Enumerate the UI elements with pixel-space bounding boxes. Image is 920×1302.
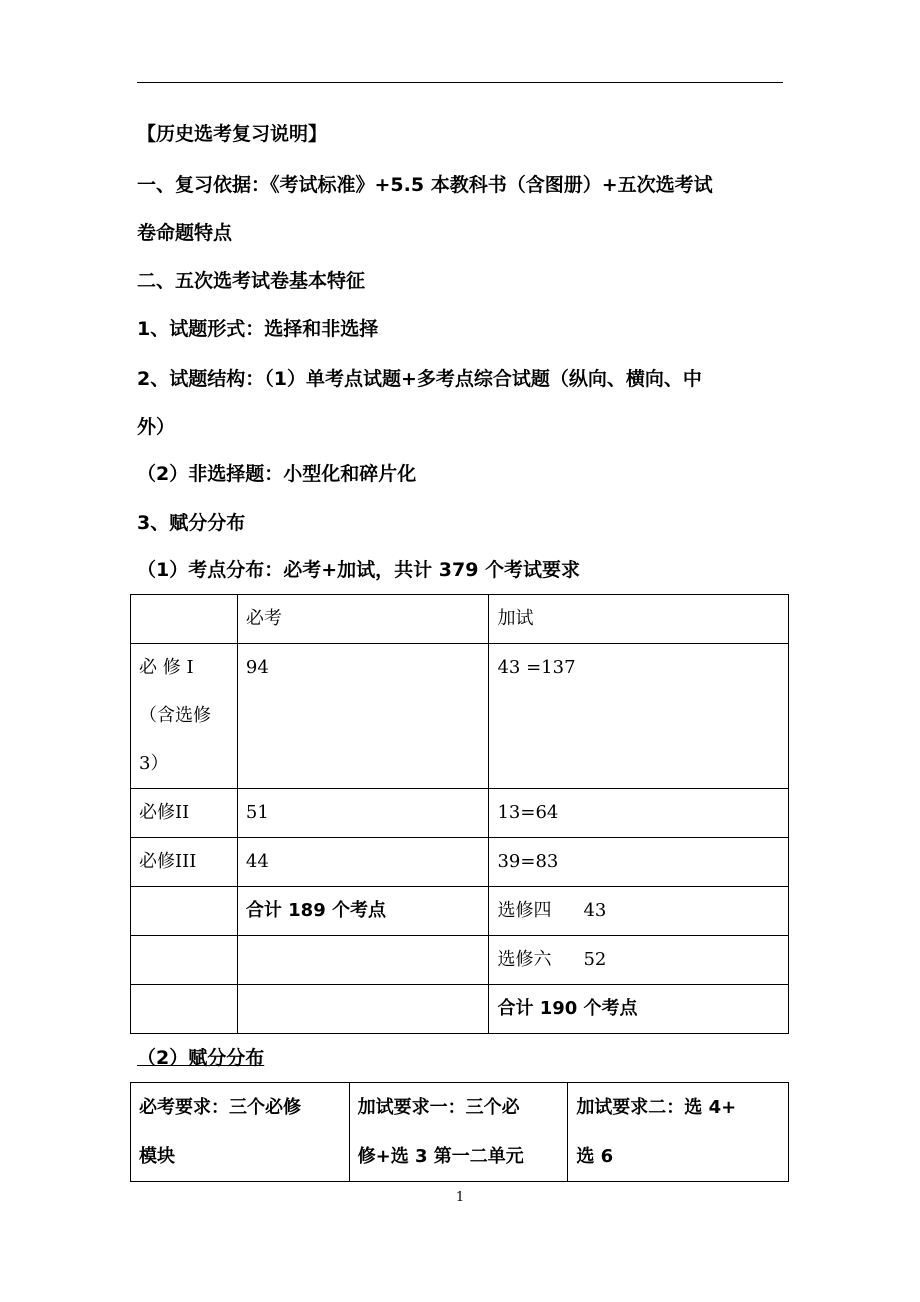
jiashi-total: 合计 190 个考点 bbox=[489, 985, 789, 1034]
item-2-line-1: 2、试题结构：（1）单考点试题+多考点综合试题（纵向、横向、中 bbox=[137, 368, 702, 390]
requirement-line: 修+选 3 第一二单元 bbox=[357, 1146, 524, 1167]
table-header-empty bbox=[131, 595, 238, 644]
table-row bbox=[131, 1083, 789, 1182]
bikao-total: 合计 189 个考点 bbox=[237, 887, 489, 936]
requirement-line: 选 6 bbox=[576, 1146, 614, 1167]
section-2-heading: 二、五次选考试卷基本特征 bbox=[137, 270, 366, 292]
jiashi-cell: 39=83 bbox=[489, 838, 789, 887]
row-label-line: 必 修 I bbox=[139, 657, 194, 678]
requirement-line: 必考要求：三个必修 bbox=[139, 1097, 301, 1118]
row-label-line: 3） bbox=[139, 753, 169, 774]
item-3-sub-1: （1）考点分布：必考+加试，共计 379 个考试要求 bbox=[137, 559, 581, 581]
elective-count: 52 bbox=[583, 949, 607, 970]
table-header-row bbox=[131, 595, 789, 644]
table-row bbox=[131, 985, 789, 1034]
table-row bbox=[131, 887, 789, 936]
requirement-cell bbox=[131, 1083, 350, 1182]
bikao-cell: 44 bbox=[237, 838, 489, 887]
table-header-jiashi: 加试 bbox=[489, 595, 789, 644]
table-row bbox=[131, 936, 789, 985]
item-1: 1、试题形式：选择和非选择 bbox=[137, 318, 379, 340]
exam-points-table bbox=[130, 594, 789, 1034]
item-2-sub: （2）非选择题：小型化和碎片化 bbox=[137, 463, 417, 485]
jiashi-cell: 13=64 bbox=[489, 789, 789, 838]
elective-name: 选修六 bbox=[497, 949, 552, 970]
requirement-line: 模块 bbox=[139, 1146, 175, 1167]
row-label bbox=[131, 644, 238, 789]
item-3-sub-2: （2）赋分分布 bbox=[137, 1047, 265, 1069]
header-rule bbox=[137, 82, 783, 83]
bikao-cell: 51 bbox=[237, 789, 489, 838]
elective-name: 选修四 bbox=[497, 900, 552, 921]
row-label-line: （含选修 bbox=[139, 705, 211, 726]
elective-cell bbox=[489, 887, 789, 936]
section-1-line-1: 一、复习依据：《考试标准》+5.5 本教科书（含图册）+五次选考试 bbox=[137, 174, 713, 196]
row-label bbox=[131, 887, 238, 936]
table-row bbox=[131, 838, 789, 887]
row-label: 必修II bbox=[131, 789, 238, 838]
scoring-table bbox=[130, 1082, 789, 1182]
requirement-line: 加试要求一：三个必 bbox=[357, 1097, 520, 1118]
section-1-line-2: 卷命题特点 bbox=[137, 222, 233, 244]
row-label bbox=[131, 936, 238, 985]
requirement-line: 加试要求二：选 4+ bbox=[576, 1097, 737, 1118]
bikao-cell bbox=[237, 936, 489, 985]
row-label bbox=[131, 985, 238, 1034]
bikao-cell: 94 bbox=[237, 644, 489, 789]
requirement-cell bbox=[349, 1083, 568, 1182]
requirement-cell bbox=[568, 1083, 789, 1182]
jiashi-cell: 43 =137 bbox=[489, 644, 789, 789]
table-row bbox=[131, 789, 789, 838]
row-label: 必修III bbox=[131, 838, 238, 887]
page-number: 1 bbox=[455, 1190, 465, 1205]
bikao-cell bbox=[237, 985, 489, 1034]
elective-cell bbox=[489, 936, 789, 985]
elective-count: 43 bbox=[583, 900, 607, 921]
table-row bbox=[131, 644, 789, 789]
item-3: 3、赋分分布 bbox=[137, 512, 246, 534]
doc-title: 【历史选考复习说明】 bbox=[137, 123, 328, 145]
item-2-line-2: 外） bbox=[137, 416, 176, 438]
table-header-bikao: 必考 bbox=[237, 595, 489, 644]
